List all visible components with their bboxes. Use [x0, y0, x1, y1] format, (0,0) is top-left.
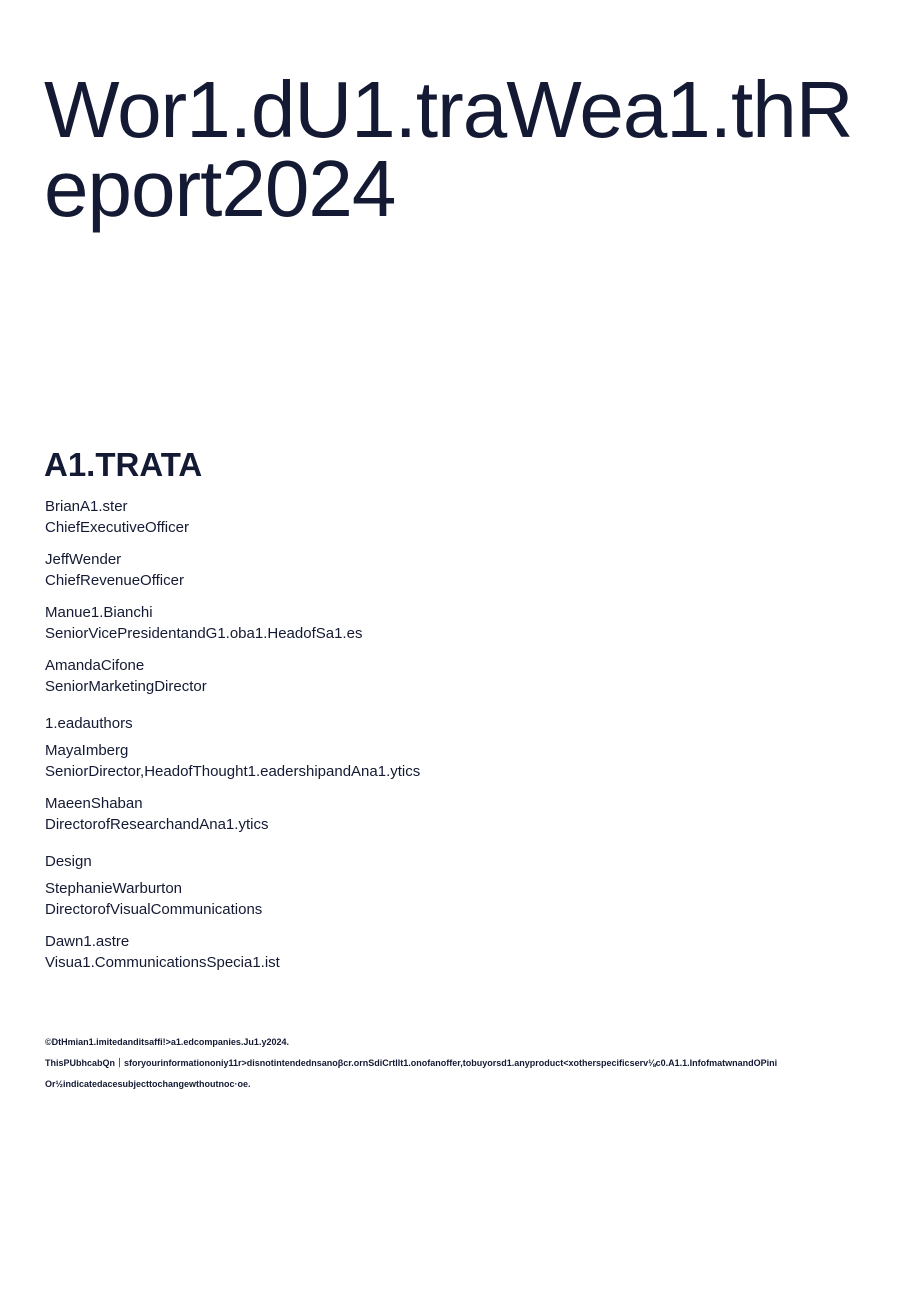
- person-role: SeniorDirector,HeadofThought1.eadershipandAna1.ytics: [45, 763, 421, 780]
- person-name: MayaImberg: [45, 742, 129, 759]
- person-role: ChiefExecutiveOfficer: [45, 519, 189, 536]
- legal-footer: [45, 1032, 875, 1095]
- person-name: Dawn1.astre: [45, 933, 130, 950]
- credits-list: [45, 496, 885, 984]
- person-name: Manue1.Bianchi: [45, 604, 153, 621]
- person-role: SeniorMarketingDirector: [45, 678, 207, 695]
- person-name: JeffWender: [45, 551, 122, 568]
- person-name: StephanieWarburton: [45, 880, 183, 897]
- section-heading: A1.TRATA: [44, 446, 203, 483]
- lead-authors-label: 1.eadauthors: [45, 715, 133, 732]
- disclaimer-line: ThisPUbhcabQn｜sforyourinformationoniy11r>disnotintendednsanoβcr.ornSdiCrtllt1.onofanoffer,tobuyorsd1.anyproduct<xotherspecificserv⅛c0.A1.1.InfofmatwnandOPini: [45, 1058, 778, 1068]
- person-entry: [45, 655, 885, 697]
- person-role: DirectorofVisualCommunications: [45, 901, 263, 918]
- person-entry: [45, 602, 885, 644]
- person-role: SeniorVicePresidentandG1.oba1.HeadofSa1.es: [45, 625, 363, 642]
- person-entry: [45, 931, 885, 973]
- person-entry: [45, 549, 885, 591]
- person-role: ChiefRevenueOfficer: [45, 572, 184, 589]
- person-name: BrianA1.ster: [45, 498, 128, 515]
- person-name: AmandaCifone: [45, 657, 145, 674]
- person-entry: [45, 793, 885, 835]
- person-name: MaeenShaban: [45, 795, 143, 812]
- person-entry: [45, 740, 885, 782]
- page-title: Wor1.dU1.traWea1.thReport2024: [44, 65, 853, 233]
- design-label: Design: [45, 853, 92, 870]
- person-role: Visua1.CommunicationsSpecia1.ist: [45, 954, 280, 971]
- person-role: DirectorofResearchandAna1.ytics: [45, 816, 269, 833]
- person-entry: [45, 496, 885, 538]
- copyright-line: ©DtHmian1.imitedanditsaffi!>a1.edcompanies.Ju1.y2024.: [45, 1037, 289, 1047]
- disclaimer-line: Or½indicatedacesubjecttochangewthoutnoc·oe.: [45, 1079, 251, 1089]
- person-entry: [45, 878, 885, 920]
